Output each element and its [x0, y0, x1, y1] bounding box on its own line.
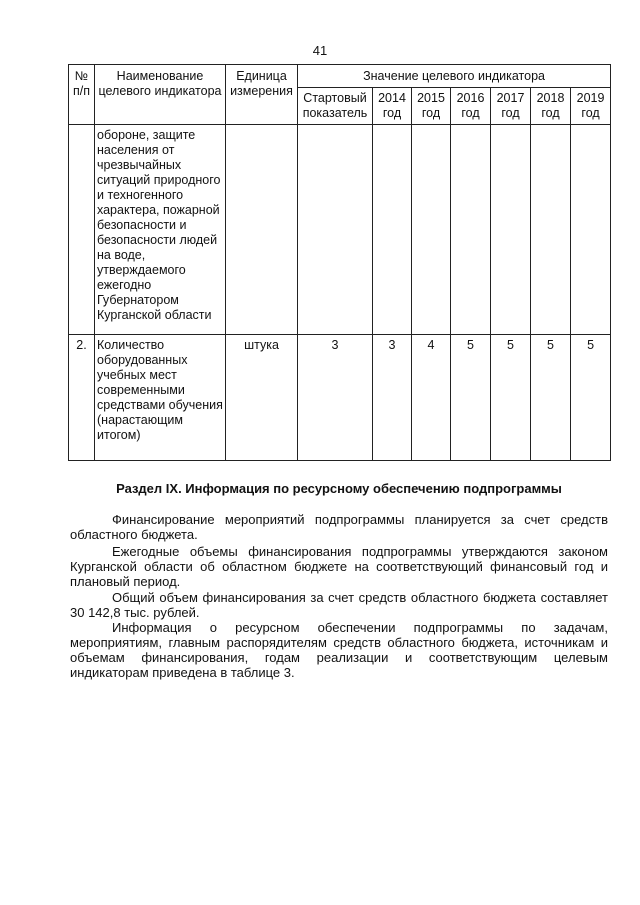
page-number: 41 — [312, 43, 328, 58]
row-value — [412, 125, 451, 335]
header-year: 2019 год — [571, 88, 611, 125]
row-name: обороне, защите населения от чрезвычайных ситуаций природного и техногенного характера, пожарной безопасности и безопасности людей на воде, утверждаемого ежегодно Губернатором Курганской области — [95, 125, 226, 335]
header-year: 2017 год — [491, 88, 531, 125]
row-value — [491, 125, 531, 335]
row-value: 5 — [451, 335, 491, 461]
table-row — [69, 125, 611, 335]
header-year: 2018 год — [531, 88, 571, 125]
row-value — [571, 125, 611, 335]
target-indicators-table — [68, 64, 611, 461]
row-value: 3 — [373, 335, 412, 461]
row-value — [451, 125, 491, 335]
header-unit: Единица измерения — [226, 65, 298, 125]
row-value: 5 — [571, 335, 611, 461]
paragraph: Информация о ресурсном обеспечении подпрограммы по задачам, мероприятиям, главным распорядителям средств областного бюджета, источникам и объемам финансирования, годам реализации и соответствующим целевым индикаторам приведена в таблице 3. — [70, 620, 608, 680]
table-row — [69, 335, 611, 461]
row-value — [373, 125, 412, 335]
row-start — [298, 125, 373, 335]
row-value: 4 — [412, 335, 451, 461]
header-value-group: Значение целевого индикатора — [298, 65, 611, 88]
header-year: 2016 год — [451, 88, 491, 125]
row-name: Количество оборудованных учебных мест современными средствами обучения (нарастающим итогом) — [95, 335, 226, 461]
header-name: Наименование целевого индикатора — [95, 65, 226, 125]
paragraph: Ежегодные объемы финансирования подпрограммы утверждаются законом Курганской области об областном бюджете на соответствующий финансовый год и плановый период. — [70, 544, 608, 589]
row-value: 5 — [531, 335, 571, 461]
row-start: 3 — [298, 335, 373, 461]
section-heading: Раздел IX. Информация по ресурсному обеспечению подпрограммы — [116, 481, 562, 496]
row-num — [69, 125, 95, 335]
header-num: № п/п — [69, 65, 95, 125]
row-value — [531, 125, 571, 335]
header-row — [69, 65, 611, 88]
header-start: Стартовый показатель — [298, 88, 373, 125]
row-num: 2. — [69, 335, 95, 461]
header-year: 2015 год — [412, 88, 451, 125]
row-unit: штука — [226, 335, 298, 461]
header-year: 2014 год — [373, 88, 412, 125]
paragraph: Общий объем финансирования за счет средств областного бюджета составляет 30 142,8 тыс. рублей. — [70, 590, 608, 620]
row-unit — [226, 125, 298, 335]
row-value: 5 — [491, 335, 531, 461]
paragraph: Финансирование мероприятий подпрограммы планируется за счет средств областного бюджета. — [70, 512, 608, 542]
